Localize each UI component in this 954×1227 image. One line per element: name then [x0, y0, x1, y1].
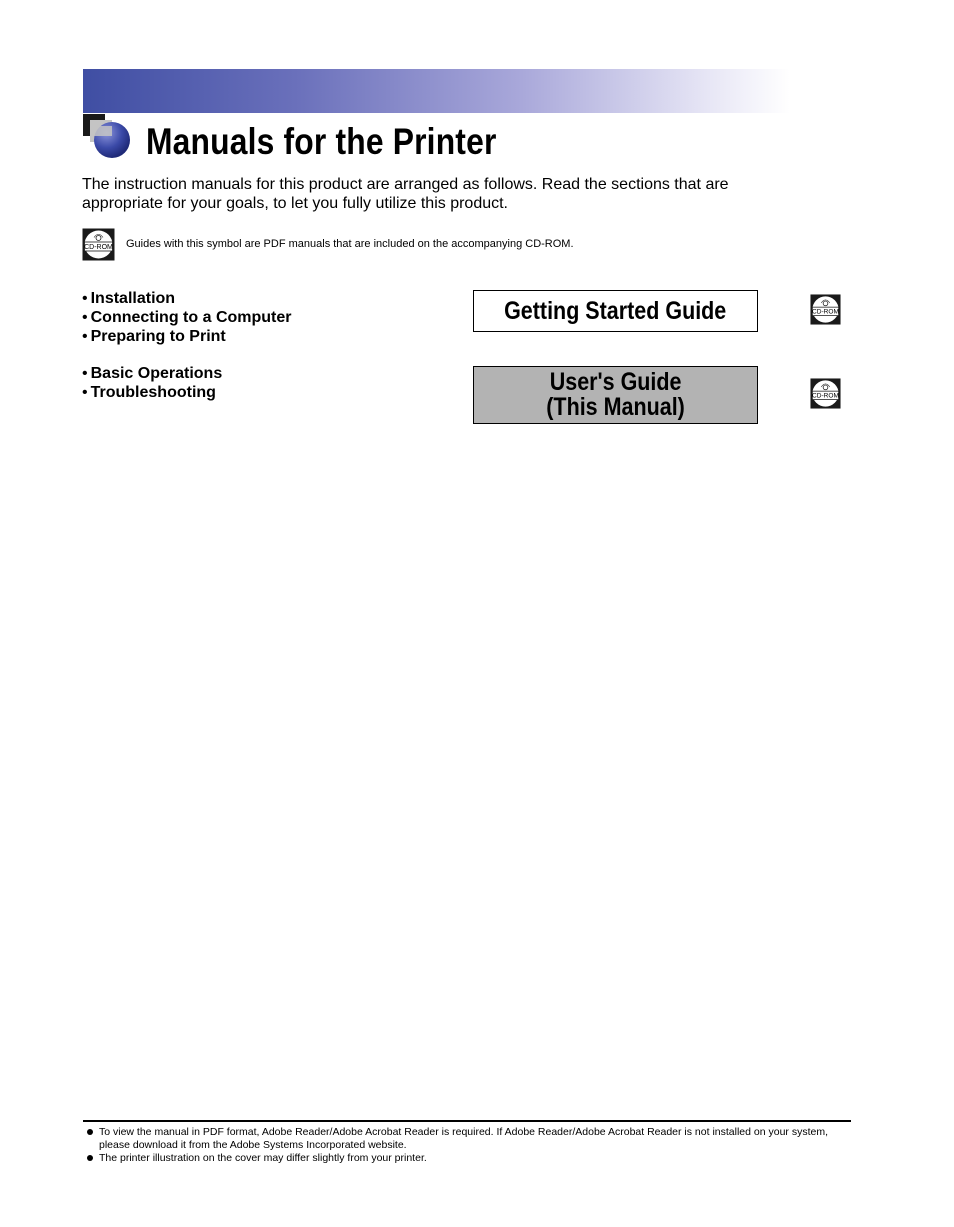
list-item: • Connecting to a Computer — [82, 308, 292, 327]
page-title: Manuals for the Printer — [146, 121, 497, 162]
cd-rom-icon-label: CD-ROM — [812, 392, 839, 400]
list-item: • Troubleshooting — [82, 383, 222, 402]
note-item: The printer illustration on the cover may differ slightly from your printer. — [87, 1152, 852, 1165]
cd-rom-icon-label: CD-ROM — [84, 244, 113, 251]
guide-title-line-2: (This Manual) — [546, 393, 685, 421]
guide-title: Getting Started Guide — [504, 296, 727, 325]
cd-rom-legend-text: Guides with this symbol are PDF manuals that are included on the accompanying CD-ROM. — [126, 238, 574, 250]
list-item: • Preparing to Print — [82, 327, 292, 346]
intro-paragraph: The instruction manuals for this product are arranged as follows. Read the sections that are appropriate for your goals, to let you fully utilize this product. — [82, 176, 729, 212]
cd-rom-icon — [810, 378, 841, 409]
topic-list-getting-started — [82, 289, 292, 346]
list-item: • Installation — [82, 289, 292, 308]
list-item: • Basic Operations — [82, 364, 222, 383]
footer-notes — [87, 1126, 852, 1165]
users-guide-box[interactable] — [473, 366, 758, 424]
cd-rom-icon — [810, 294, 841, 325]
note-item: To view the manual in PDF format, Adobe Reader/Adobe Acrobat Reader is required. If Adobe Reader/Adobe Acrobat Reader is not installed on your system, please download it from the Adobe Systems Incorporated website. — [87, 1126, 852, 1152]
header-gradient-band — [83, 69, 790, 113]
topic-list-users-guide — [82, 364, 222, 402]
footer-divider — [83, 1120, 851, 1122]
cd-rom-icon-label: CD-ROM — [812, 308, 839, 316]
guide-title-line-1: User's Guide — [549, 368, 682, 396]
getting-started-guide-box[interactable] — [473, 290, 758, 332]
section-title-mark-icon — [83, 114, 133, 160]
cd-rom-icon — [82, 228, 115, 261]
